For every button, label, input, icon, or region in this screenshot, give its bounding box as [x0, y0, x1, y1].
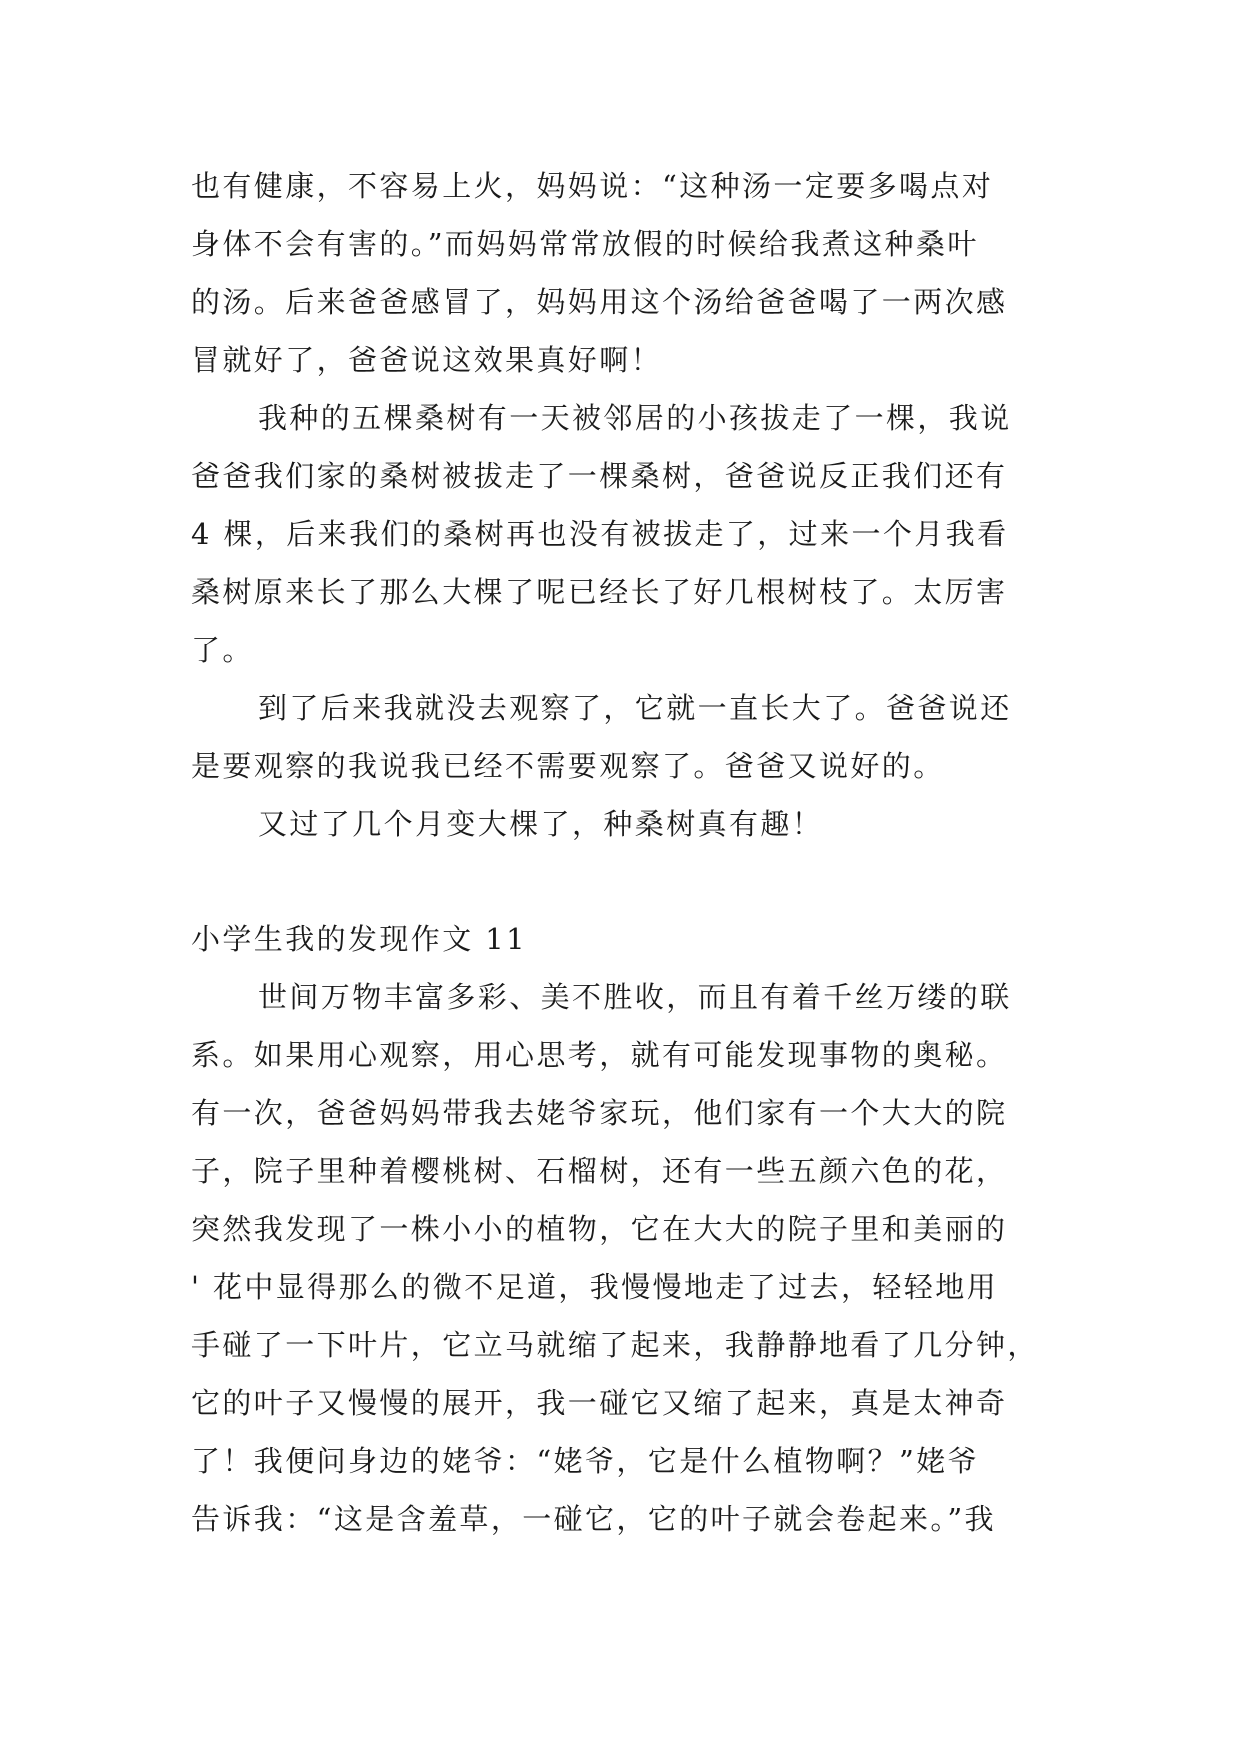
paragraph-line: 冒就好了，爸爸说这效果真好啊！: [191, 343, 663, 377]
paragraph-line: 身体不会有害的。”而妈妈常常放假的时候给我煮这种桑叶: [191, 227, 979, 261]
paragraph-line: 的汤。后来爸爸感冒了，妈妈用这个汤给爸爸喝了一两次感: [191, 285, 1008, 319]
paragraph-line: 到了后来我就没去观察了，它就一直长大了。爸爸说还: [258, 691, 1012, 725]
paragraph-line: 世间万物丰富多彩、美不胜收，而且有着千丝万缕的联: [258, 980, 1012, 1014]
paragraph-line: 又过了几个月变大棵了，种桑树真有趣！: [258, 807, 824, 841]
paragraph-line: 我种的五棵桑树有一天被邻居的小孩拔走了一棵，我说: [258, 401, 1012, 435]
paragraph-line: 4 棵，后来我们的桑树再也没有被拔走了，过来一个月我看: [191, 517, 1009, 551]
paragraph-line: 突然我发现了一株小小的植物，它在大大的院子里和美丽的: [191, 1212, 1008, 1246]
section-title: 小学生我的发现作文 11: [191, 922, 527, 956]
paragraph-line: 手碰了一下叶片，它立马就缩了起来，我静静地看了几分钟，: [191, 1328, 1039, 1362]
paragraph-line: 了。: [191, 633, 254, 667]
paragraph-line: 有一次，爸爸妈妈带我去姥爷家玩，他们家有一个大大的院: [191, 1096, 1008, 1130]
paragraph-line: 是要观察的我说我已经不需要观察了。爸爸又说好的。: [191, 749, 945, 783]
paragraph-line: 子，院子里种着樱桃树、石榴树，还有一些五颜六色的花，: [191, 1154, 1008, 1188]
paragraph-line: 也有健康，不容易上火，妈妈说：“这种汤一定要多喝点对: [191, 169, 994, 203]
paragraph-line: ' 花中显得那么的微不足道，我慢慢地走了过去，轻轻地用: [191, 1270, 998, 1304]
paragraph-line: 桑树原来长了那么大棵了呢已经长了好几根树枝了。太厉害: [191, 575, 1008, 609]
paragraph-line: 系。如果用心观察，用心思考，就有可能发现事物的奥秘。: [191, 1038, 1008, 1072]
paragraph-line: 爸爸我们家的桑树被拔走了一棵桑树，爸爸说反正我们还有: [191, 459, 1008, 493]
paragraph-line: 了！我便问身边的姥爷：“姥爷，它是什么植物啊？”姥爷: [191, 1444, 980, 1478]
paragraph-line: 告诉我：“这是含羞草，一碰它，它的叶子就会卷起来。”我: [191, 1502, 996, 1536]
paragraph-line: 它的叶子又慢慢的展开，我一碰它又缩了起来，真是太神奇: [191, 1386, 1008, 1420]
